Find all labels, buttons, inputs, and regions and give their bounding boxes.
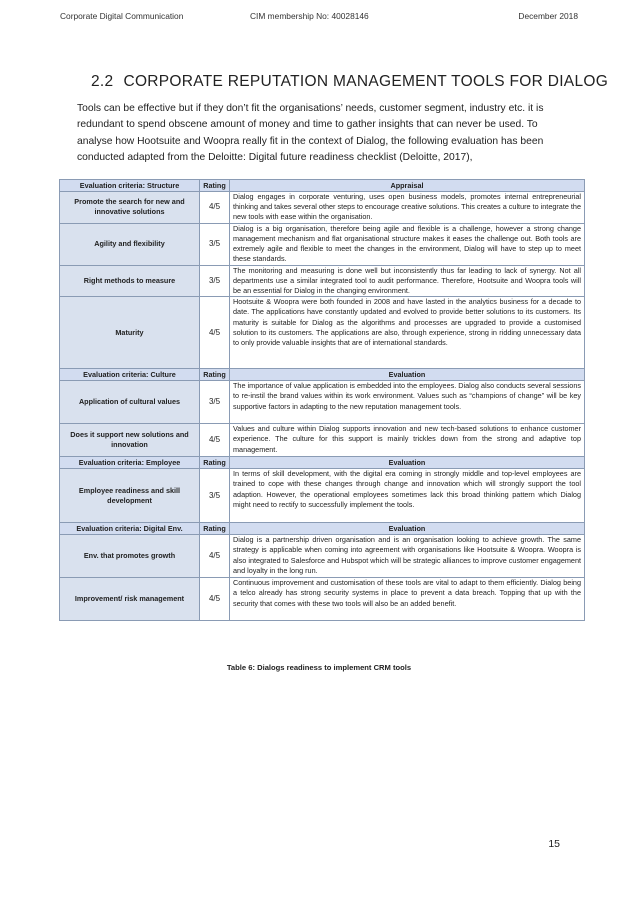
rating-cell: 4/5 [200, 424, 230, 457]
header-date: December 2018 [518, 11, 578, 21]
table-row [60, 192, 585, 224]
rating-header: Rating [200, 457, 230, 469]
appraisal-cell: The importance of value application is embedded into the employees. Dialog also conducts several sessions to re-instil the brand values within its work environment. Values such as “champions of change” will be key supportive factors in adapting to the new reputation management tools. [230, 381, 585, 424]
rating-cell: 4/5 [200, 297, 230, 369]
table-group-header [60, 457, 585, 469]
header-course: Corporate Digital Communication [60, 11, 184, 21]
appraisal-cell: The monitoring and measuring is done well but inconsistently thus far leading to lack of synergy. Not all departments use a similar integrated tool to audit performance. Therefore, Hootsuite and Woopra tools will be an essential for Dialog in the changing environment. [230, 265, 585, 297]
appraisal-cell: In terms of skill development, with the digital era coming in strongly middle and top-level employees are trained to cope with these changes through change and innovation which will strongly support the tool adaption. However, the operational employees sometimes lack this broad thinking pattern which Dialog might need to rectify to successfully implement the tools. [230, 469, 585, 523]
criteria-cell: Employee readiness and skill development [60, 469, 200, 523]
table-row [60, 381, 585, 424]
rating-header: Rating [200, 523, 230, 535]
rating-header: Rating [200, 369, 230, 381]
criteria-cell: Does it support new solutions and innovation [60, 424, 200, 457]
table-row [60, 535, 585, 578]
rating-cell: 4/5 [200, 192, 230, 224]
table-row [60, 297, 585, 369]
rating-cell: 3/5 [200, 223, 230, 265]
criteria-header: Evaluation criteria: Structure [60, 180, 200, 192]
criteria-cell: Env. that promotes growth [60, 535, 200, 578]
header-membership: CIM membership No: 40028146 [250, 11, 369, 21]
evaluation-table [59, 179, 585, 621]
appraisal-cell: Dialog engages in corporate venturing, uses open business models, promotes internal entrepreneurial thinking and takes several other steps to encourage creative solutions. This creates a culture to integrate the new tools with ease within the organisation. [230, 192, 585, 224]
table-group-header [60, 523, 585, 535]
intro-paragraph: Tools can be effective but if they don’t fit the organisations’ needs, customer segment, industry etc. it is redundant to spend obscene amount of money and time to gather insights that can never be used. To analyse how Hootsuite and Woopra really fit in the context of Dialog, the following evaluation has been conducted adapted from the Deloitte: Digital future readiness checklist (Deloitte, 2017), [77, 103, 544, 163]
table-group-header [60, 180, 585, 192]
appraisal-cell: Dialog is a partnership driven organisation and is an organisation looking to achieve growth. The same strategy is applicable when coming into agreement with organisations like Hootsuite & Woopra. Woopra is also integrated to Salesforce and Hubspot which will be strategic alliances to improve customer engagement and loyalty in the long run. [230, 535, 585, 578]
table-row [60, 469, 585, 523]
appraisal-cell: Dialog is a big organisation, therefore being agile and flexible is a challenge, however a strong change management mechanism and flat organisational structure makes it eases the challenge out. Both tools are extremely agile and flexible to meet the changes in the environment, Dialog will have to step up to meet these standards. [230, 223, 585, 265]
appraisal-header: Appraisal [230, 180, 585, 192]
criteria-header: Evaluation criteria: Digital Env. [60, 523, 200, 535]
rating-cell: 3/5 [200, 469, 230, 523]
criteria-cell: Improvement/ risk management [60, 578, 200, 621]
section-number: 2.2 [91, 73, 114, 90]
criteria-cell: Promote the search for new and innovative solutions [60, 192, 200, 224]
table-row [60, 424, 585, 457]
table-row [60, 265, 585, 297]
criteria-cell: Agility and flexibility [60, 223, 200, 265]
page-number: 15 [548, 838, 560, 850]
criteria-cell: Right methods to measure [60, 265, 200, 297]
criteria-cell: Application of cultural values [60, 381, 200, 424]
evaluation-header: Evaluation [230, 457, 585, 469]
section-title: CORPORATE REPUTATION MANAGEMENT TOOLS FOR DIALOG [123, 73, 609, 90]
appraisal-cell: Hootsuite & Woopra were both founded in 2008 and have lasted in the analytics business for a decade to date. The applications have constantly updated and evolved to provide better solutions to its customers. Its maturity is suitable for Dialog as the algorithms and processes are upgraded to provide a customised solution to its customers. The applications are also, through experience, strong in ridding unnecessary data to only provide valuable insights that are of international standards. [230, 297, 585, 369]
rating-cell: 3/5 [200, 381, 230, 424]
table-row [60, 578, 585, 621]
evaluation-header: Evaluation [230, 523, 585, 535]
table-group-header [60, 369, 585, 381]
rating-cell: 3/5 [200, 265, 230, 297]
appraisal-cell: Continuous improvement and customisation of these tools are vital to adapt to them efficiently. Dialog being a telco already has strong security systems in place to prevent a data breach. Topping that up with the security that comes with these two tools will also be an added benefit. [230, 578, 585, 621]
table-row [60, 223, 585, 265]
criteria-cell: Maturity [60, 297, 200, 369]
rating-cell: 4/5 [200, 535, 230, 578]
page-header [60, 11, 578, 23]
section-heading [91, 73, 608, 91]
appraisal-cell: Values and culture within Dialog supports innovation and new tech-based solutions to enhance customer experience. The culture for this support is mainly trickles down from the strong and adaptive top management. [230, 424, 585, 457]
criteria-header: Evaluation criteria: Employee [60, 457, 200, 469]
rating-cell: 4/5 [200, 578, 230, 621]
table-caption: Table 6: Dialogs readiness to implement CRM tools [226, 663, 412, 672]
rating-header: Rating [200, 180, 230, 192]
criteria-header: Evaluation criteria: Culture [60, 369, 200, 381]
evaluation-header: Evaluation [230, 369, 585, 381]
